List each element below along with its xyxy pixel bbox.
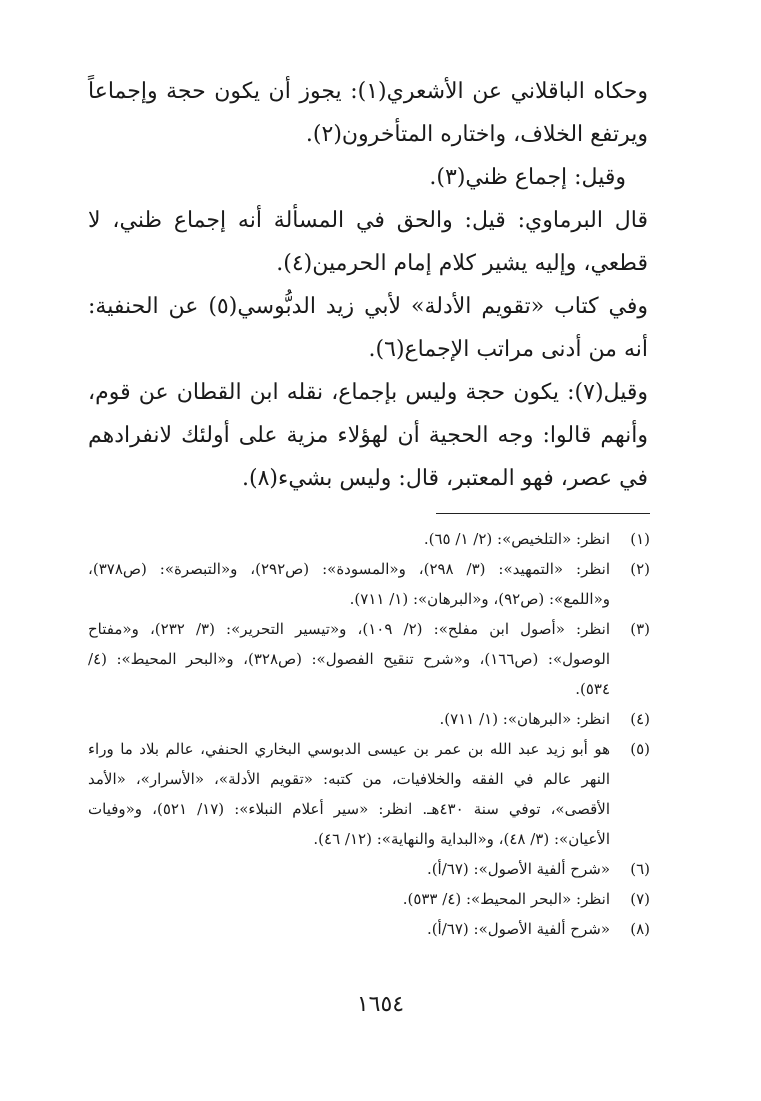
footnote-number: (١): [630, 530, 650, 548]
page-number: ١٦٥٤: [356, 992, 405, 1017]
footnote: [88, 554, 650, 614]
footnote-text: انظر: «أصول ابن مفلح»: (٢/ ١٠٩)، و«تيسير التحرير»: (٣/ ٢٣٢)، و«مفتاح الوصول»: (ص١٦٦)، و«شرح تنقيح الفصول»: (ص٣٢٨)، و«البحر المحيط»: (٤/ ٥٣٤).: [88, 620, 610, 698]
footnote-number: (٨): [630, 920, 650, 938]
footnote-number: (٧): [630, 890, 650, 908]
footnote-text: انظر: «التمهيد»: (٣/ ٢٩٨)، و«المسودة»: (ص٢٩٢)، و«التبصرة»: (ص٣٧٨)، و«اللمع»: (ص٩٢)، و«البرهان»: (١/ ٧١١).: [88, 560, 610, 608]
paragraph: وفي كتاب «تقويم الأدلة» لأبي زيد الدبُّوسي(٥) عن الحنفية: أنه من أدنى مراتب الإجماع(٦).: [88, 294, 648, 362]
footnote-divider: [436, 513, 650, 514]
footnote-text: «شرح ألفية الأصول»: (٦٧/أ).: [426, 920, 610, 938]
footnote-number: (٦): [630, 860, 650, 878]
footnote-text: انظر: «البرهان»: (١/ ٧١١).: [439, 710, 610, 728]
paragraph: وحكاه الباقلاني عن الأشعري(١): يجوز أن يكون حجة وإجماعاً ويرتفع الخلاف، واختاره المتأخرون(٢).: [88, 79, 648, 147]
paragraph: قال البرماوي: قيل: والحق في المسألة أنه إجماع ظني، لا قطعي، وإليه يشير كلام إمام الحرمين(٤).: [88, 208, 648, 276]
footnote-text: انظر: «التلخيص»: (٢/ ١/ ٦٥).: [423, 530, 610, 548]
footnote: [88, 704, 650, 734]
footnote-text: هو أبو زيد عبد الله بن عمر بن عيسى الدبوسي البخاري الحنفي، عالم بلاد ما وراء النهر عالم في الفقه والخلافيات، من كتبه: «تقويم الأدلة»، «الأسرار»، «الأمد الأقصى»، توفي سنة ٤٣٠هـ. انظر: «سير أعلام النبلاء»: (١٧/ ٥٢١)، و«وفيات الأعيان»: (٣/ ٤٨)، و«البداية والنهاية»: (١٢/ ٤٦).: [88, 740, 611, 848]
footnote: [88, 914, 650, 944]
footnote-text: «شرح ألفية الأصول»: (٦٧/أ).: [426, 860, 610, 878]
main-text: [88, 70, 648, 500]
footnote: [88, 734, 650, 854]
footnote: [88, 854, 650, 884]
footnote-number: (٤): [630, 710, 650, 728]
footnote-number: (٣): [630, 620, 650, 638]
footnote-number: (٥): [630, 740, 650, 758]
footnote-number: (٢): [630, 560, 650, 578]
footnote: [88, 884, 650, 914]
paragraph: وقيل: إجماع ظني(٣).: [429, 165, 626, 190]
footnote: [88, 524, 650, 554]
footnotes: [88, 524, 650, 944]
footnote: [88, 614, 650, 704]
footnote-text: انظر: «البحر المحيط»: (٤/ ٥٣٣).: [402, 890, 610, 908]
paragraph: وقيل(٧): يكون حجة وليس بإجماع، نقله ابن القطان عن قوم، وأنهم قالوا: وجه الحجية أن لهؤلاء مزية على أولئك لانفرادهم في عصر، فهو المعتبر، قال: وليس بشيء(٨).: [88, 380, 648, 491]
